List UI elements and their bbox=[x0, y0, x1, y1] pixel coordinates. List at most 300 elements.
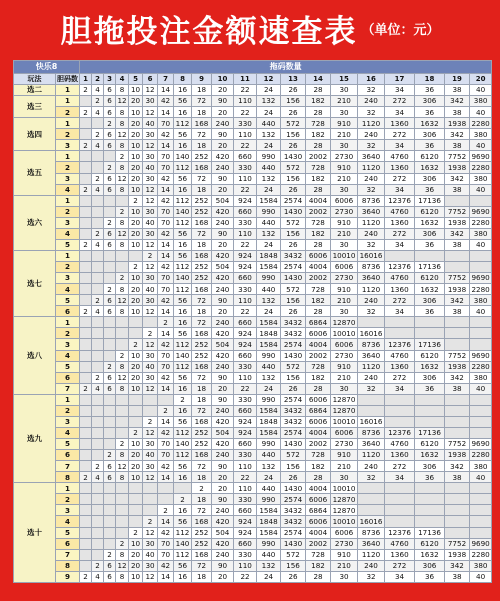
amount-cell: 240 bbox=[358, 461, 385, 472]
amount-cell: 10 bbox=[129, 239, 143, 250]
amount-cell bbox=[470, 394, 492, 405]
amount-cell: 38 bbox=[445, 383, 470, 394]
amount-cell bbox=[80, 328, 92, 339]
amount-cell: 34 bbox=[385, 472, 415, 483]
amount-cell: 56 bbox=[174, 516, 192, 527]
amount-cell: 8 bbox=[116, 361, 129, 372]
table-row bbox=[14, 250, 492, 261]
amount-cell: 30 bbox=[331, 571, 358, 582]
amount-cell: 12870 bbox=[331, 494, 358, 505]
amount-cell bbox=[116, 483, 129, 494]
amount-cell: 72 bbox=[192, 560, 212, 571]
amount-cell: 36 bbox=[415, 140, 445, 151]
amount-cell: 14 bbox=[158, 239, 174, 250]
amount-cell: 2 bbox=[80, 107, 92, 118]
col-play-header: 玩法 bbox=[14, 74, 56, 85]
table-row bbox=[14, 284, 492, 295]
amount-cell: 90 bbox=[212, 372, 234, 383]
amount-cell: 2 bbox=[116, 538, 129, 549]
dan-count-cell: 4 bbox=[56, 228, 80, 239]
amount-cell: 18 bbox=[192, 472, 212, 483]
amount-cell: 56 bbox=[174, 250, 192, 261]
tuo-count-header: 8 bbox=[174, 74, 192, 85]
amount-cell: 90 bbox=[212, 96, 234, 107]
amount-cell: 20 bbox=[212, 483, 234, 494]
amount-cell: 6 bbox=[104, 306, 116, 317]
amount-cell: 2 bbox=[116, 206, 129, 217]
amount-cell: 16 bbox=[174, 571, 192, 582]
amount-cell bbox=[92, 328, 104, 339]
amount-cell: 30 bbox=[143, 560, 158, 571]
amount-cell bbox=[143, 483, 158, 494]
amount-cell: 12 bbox=[117, 173, 127, 183]
amount-cell: 12 bbox=[143, 339, 158, 350]
amount-cell: 330 bbox=[234, 394, 257, 405]
bet-amount-table bbox=[13, 60, 492, 583]
amount-cell: 34 bbox=[385, 571, 415, 582]
tuo-count-header: 17 bbox=[385, 74, 415, 85]
amount-cell: 24 bbox=[257, 107, 281, 118]
amount-cell: 240 bbox=[212, 505, 234, 516]
amount-cell: 40 bbox=[143, 549, 158, 560]
amount-cell: 8 bbox=[116, 184, 129, 195]
amount-cell: 16 bbox=[174, 505, 192, 516]
amount-cell: 156 bbox=[281, 295, 306, 306]
amount-cell bbox=[104, 405, 116, 416]
amount-cell: 1430 bbox=[281, 483, 306, 494]
amount-cell: 42 bbox=[158, 129, 174, 140]
table-row bbox=[14, 162, 492, 173]
amount-cell: 12376 bbox=[385, 262, 415, 273]
amount-cell: 1120 bbox=[358, 162, 385, 173]
amount-cell bbox=[385, 416, 415, 427]
amount-cell bbox=[470, 328, 492, 339]
dan-count-cell: 1 bbox=[56, 483, 80, 494]
amount-cell: 30 bbox=[143, 273, 158, 284]
amount-cell: 380 bbox=[470, 96, 492, 107]
amount-cell: 2 bbox=[92, 96, 104, 107]
dan-count-cell: 4 bbox=[56, 184, 80, 195]
amount-cell: 1938 bbox=[445, 450, 470, 461]
amount-cell: 22 bbox=[234, 239, 257, 250]
amount-cell: 2574 bbox=[281, 262, 306, 273]
amount-cell: 40 bbox=[143, 284, 158, 295]
amount-cell: 9690 bbox=[471, 273, 490, 283]
amount-cell bbox=[80, 129, 92, 140]
header-row-counts bbox=[14, 74, 492, 85]
amount-cell: 14 bbox=[158, 306, 174, 317]
amount-cell bbox=[445, 527, 470, 538]
amount-cell: 16 bbox=[174, 383, 192, 394]
amount-cell: 2 bbox=[104, 549, 116, 560]
amount-cell: 10 bbox=[129, 85, 143, 96]
amount-cell: 252 bbox=[192, 151, 212, 162]
table-row bbox=[14, 383, 492, 394]
amount-cell: 440 bbox=[257, 361, 281, 372]
tuo-count-header: 10 bbox=[212, 74, 234, 85]
amount-cell bbox=[116, 328, 129, 339]
amount-cell: 440 bbox=[257, 118, 281, 129]
amount-cell bbox=[116, 505, 129, 516]
amount-cell: 132 bbox=[257, 295, 281, 306]
amount-cell bbox=[104, 250, 116, 261]
amount-cell: 2 bbox=[192, 483, 212, 494]
amount-cell: 8 bbox=[116, 472, 129, 483]
amount-cell: 2 bbox=[104, 450, 116, 461]
amount-cell: 440 bbox=[257, 450, 281, 461]
amount-cell: 12 bbox=[143, 383, 158, 394]
table-row bbox=[14, 317, 492, 328]
amount-cell: 30 bbox=[143, 439, 158, 450]
amount-cell: 26 bbox=[281, 107, 306, 118]
amount-cell bbox=[415, 483, 445, 494]
amount-cell bbox=[445, 328, 470, 339]
amount-cell bbox=[143, 494, 158, 505]
amount-cell: 20 bbox=[212, 383, 234, 394]
amount-cell: 330 bbox=[234, 361, 257, 372]
amount-cell: 2 bbox=[158, 317, 174, 328]
dan-count-cell: 8 bbox=[56, 472, 80, 483]
amount-cell: 6120 bbox=[415, 538, 445, 549]
amount-cell: 156 bbox=[281, 461, 306, 472]
dan-count-cell: 7 bbox=[56, 549, 80, 560]
table-row bbox=[14, 538, 492, 549]
amount-cell bbox=[385, 505, 415, 516]
amount-cell: 18 bbox=[192, 394, 212, 405]
amount-cell bbox=[80, 361, 92, 372]
amount-cell: 2574 bbox=[281, 394, 306, 405]
amount-cell: 728 bbox=[306, 162, 331, 173]
amount-cell bbox=[116, 416, 129, 427]
amount-cell bbox=[92, 217, 104, 228]
amount-cell: 2574 bbox=[281, 427, 306, 438]
amount-cell bbox=[470, 527, 492, 538]
amount-cell: 8 bbox=[116, 217, 129, 228]
amount-cell: 132 bbox=[257, 560, 281, 571]
amount-cell bbox=[80, 416, 92, 427]
amount-cell: 990 bbox=[257, 538, 281, 549]
amount-cell: 306 bbox=[415, 372, 445, 383]
amount-cell: 2 bbox=[80, 306, 92, 317]
dan-count-cell: 5 bbox=[56, 239, 80, 250]
amount-cell: 1848 bbox=[257, 250, 281, 261]
tuo-count-header: 1 bbox=[80, 74, 92, 85]
amount-cell: 8 bbox=[116, 239, 129, 250]
amount-cell bbox=[445, 516, 470, 527]
amount-cell bbox=[80, 516, 92, 527]
amount-cell: 12 bbox=[143, 195, 158, 206]
amount-cell bbox=[116, 250, 129, 261]
amount-cell: 4 bbox=[92, 383, 104, 394]
amount-cell: 420 bbox=[212, 206, 234, 217]
amount-cell: 12 bbox=[117, 461, 127, 471]
amount-cell bbox=[129, 328, 143, 339]
amount-cell: 12 bbox=[143, 571, 158, 582]
amount-cell: 14 bbox=[158, 472, 174, 483]
amount-cell bbox=[385, 317, 415, 328]
table-row bbox=[14, 262, 492, 273]
tuo-count-header: 12 bbox=[257, 74, 281, 85]
amount-cell: 70 bbox=[158, 118, 174, 129]
amount-cell: 380 bbox=[470, 173, 492, 184]
amount-cell: 342 bbox=[445, 295, 470, 306]
amount-cell bbox=[445, 405, 470, 416]
amount-cell: 660 bbox=[234, 151, 257, 162]
amount-cell bbox=[80, 350, 92, 361]
amount-cell: 16016 bbox=[358, 250, 385, 261]
amount-cell: 240 bbox=[358, 372, 385, 383]
amount-cell: 420 bbox=[212, 516, 234, 527]
amount-cell: 6006 bbox=[306, 516, 331, 527]
table-row bbox=[14, 516, 492, 527]
amount-cell: 12870 bbox=[331, 317, 358, 328]
amount-cell bbox=[445, 505, 470, 516]
amount-cell: 6 bbox=[104, 295, 116, 306]
amount-cell: 1632 bbox=[415, 118, 445, 129]
amount-cell: 26 bbox=[281, 85, 306, 96]
amount-cell: 4760 bbox=[385, 538, 415, 549]
amount-cell: 42 bbox=[158, 372, 174, 383]
header-row-main bbox=[14, 61, 492, 74]
amount-cell: 728 bbox=[306, 118, 331, 129]
amount-cell bbox=[385, 405, 415, 416]
amount-cell: 2 bbox=[129, 527, 143, 538]
amount-cell: 10 bbox=[129, 107, 143, 118]
amount-cell: 2574 bbox=[281, 527, 306, 538]
amount-cell: 112 bbox=[174, 162, 192, 173]
amount-cell: 660 bbox=[234, 505, 257, 516]
amount-cell: 20 bbox=[212, 140, 234, 151]
amount-cell: 9690 bbox=[471, 439, 490, 449]
amount-cell: 3432 bbox=[281, 317, 306, 328]
amount-cell: 210 bbox=[331, 228, 358, 239]
amount-cell: 306 bbox=[415, 228, 445, 239]
amount-cell: 660 bbox=[234, 273, 257, 284]
amount-cell bbox=[92, 538, 104, 549]
amount-cell: 16016 bbox=[358, 328, 385, 339]
amount-cell bbox=[80, 560, 92, 571]
amount-cell: 110 bbox=[234, 461, 257, 472]
amount-cell: 6120 bbox=[415, 151, 445, 162]
amount-cell: 240 bbox=[212, 361, 234, 372]
amount-cell: 112 bbox=[174, 527, 192, 538]
amount-cell bbox=[80, 284, 92, 295]
amount-cell: 728 bbox=[306, 217, 331, 228]
amount-cell: 1632 bbox=[415, 284, 445, 295]
amount-cell bbox=[470, 262, 492, 273]
play-type-cell: 选八 bbox=[14, 317, 56, 394]
amount-cell bbox=[92, 206, 104, 217]
amount-cell: 330 bbox=[234, 162, 257, 173]
amount-cell bbox=[80, 195, 92, 206]
amount-cell: 40 bbox=[143, 217, 158, 228]
amount-cell bbox=[80, 494, 92, 505]
amount-cell: 990 bbox=[257, 439, 281, 450]
amount-cell bbox=[415, 250, 445, 261]
table-row bbox=[14, 560, 492, 571]
amount-cell: 9690 bbox=[471, 207, 490, 217]
amount-cell: 72 bbox=[192, 505, 212, 516]
dan-count-cell: 1 bbox=[56, 394, 80, 405]
amount-cell: 32 bbox=[358, 140, 385, 151]
amount-cell: 272 bbox=[385, 560, 415, 571]
table-row bbox=[14, 195, 492, 206]
amount-cell: 4 bbox=[92, 107, 104, 118]
amount-cell: 16016 bbox=[358, 516, 385, 527]
amount-cell: 12 bbox=[117, 229, 127, 239]
amount-cell bbox=[116, 527, 129, 538]
amount-cell: 16 bbox=[174, 85, 192, 96]
amount-cell: 504 bbox=[212, 527, 234, 538]
amount-cell: 1584 bbox=[257, 405, 281, 416]
amount-cell: 168 bbox=[192, 118, 212, 129]
amount-cell: 2 bbox=[92, 461, 104, 472]
amount-cell: 8736 bbox=[358, 527, 385, 538]
amount-cell bbox=[80, 427, 92, 438]
amount-cell: 8736 bbox=[358, 427, 385, 438]
table-row bbox=[14, 450, 492, 461]
amount-cell: 2 bbox=[80, 85, 92, 96]
amount-cell: 156 bbox=[281, 372, 306, 383]
amount-cell: 112 bbox=[174, 339, 192, 350]
amount-cell bbox=[158, 494, 174, 505]
amount-cell: 2 bbox=[143, 416, 158, 427]
amount-cell bbox=[92, 405, 104, 416]
amount-cell: 10 bbox=[129, 273, 143, 284]
amount-cell: 6864 bbox=[306, 505, 331, 516]
amount-cell: 56 bbox=[174, 461, 192, 472]
amount-cell: 1120 bbox=[358, 118, 385, 129]
amount-cell: 272 bbox=[385, 228, 415, 239]
amount-cell: 1120 bbox=[358, 549, 385, 560]
amount-cell: 42 bbox=[158, 173, 174, 184]
tuo-count-header: 18 bbox=[415, 74, 445, 85]
amount-cell: 10 bbox=[129, 538, 143, 549]
amount-cell: 24 bbox=[257, 239, 281, 250]
amount-cell: 28 bbox=[306, 306, 331, 317]
amount-cell: 8 bbox=[116, 85, 129, 96]
amount-cell bbox=[92, 151, 104, 162]
amount-cell: 1120 bbox=[358, 217, 385, 228]
dan-count-cell: 1 bbox=[56, 96, 80, 107]
amount-cell bbox=[104, 195, 116, 206]
amount-cell: 210 bbox=[331, 96, 358, 107]
table-row bbox=[14, 206, 492, 217]
amount-cell: 20 bbox=[129, 560, 143, 571]
amount-cell: 56 bbox=[174, 129, 192, 140]
amount-cell: 924 bbox=[234, 416, 257, 427]
amount-cell: 2 bbox=[92, 295, 104, 306]
amount-cell: 3640 bbox=[358, 350, 385, 361]
tuo-count-header: 15 bbox=[331, 74, 358, 85]
amount-cell: 7752 bbox=[445, 206, 470, 217]
amount-cell: 2730 bbox=[331, 273, 358, 284]
amount-cell: 4 bbox=[92, 239, 104, 250]
amount-cell: 56 bbox=[174, 372, 192, 383]
amount-cell: 504 bbox=[212, 195, 234, 206]
amount-cell: 10 bbox=[129, 571, 143, 582]
amount-cell: 30 bbox=[143, 538, 158, 549]
table-row bbox=[14, 571, 492, 582]
play-type-cell: 选四 bbox=[14, 118, 56, 151]
amount-cell: 342 bbox=[445, 372, 470, 383]
amount-cell: 440 bbox=[257, 217, 281, 228]
amount-cell: 168 bbox=[192, 162, 212, 173]
amount-cell: 2730 bbox=[331, 538, 358, 549]
amount-cell: 3432 bbox=[281, 416, 306, 427]
amount-cell: 24 bbox=[257, 306, 281, 317]
amount-cell bbox=[92, 273, 104, 284]
amount-cell: 30 bbox=[143, 372, 158, 383]
amount-cell: 990 bbox=[257, 151, 281, 162]
amount-cell: 420 bbox=[212, 250, 234, 261]
amount-cell: 210 bbox=[331, 295, 358, 306]
amount-cell: 168 bbox=[192, 361, 212, 372]
amount-cell: 4004 bbox=[306, 483, 331, 494]
amount-cell: 110 bbox=[234, 173, 257, 184]
amount-cell: 6 bbox=[104, 184, 116, 195]
amount-cell: 7752 bbox=[445, 273, 470, 284]
amount-cell bbox=[92, 427, 104, 438]
amount-cell: 2280 bbox=[471, 450, 490, 460]
play-type-cell: 选七 bbox=[14, 250, 56, 316]
amount-cell: 1938 bbox=[445, 549, 470, 560]
amount-cell bbox=[80, 394, 92, 405]
amount-cell bbox=[92, 250, 104, 261]
amount-cell: 240 bbox=[358, 96, 385, 107]
amount-cell: 22 bbox=[234, 140, 257, 151]
amount-cell: 2 bbox=[116, 273, 129, 284]
amount-cell: 14 bbox=[158, 250, 174, 261]
amount-cell: 3640 bbox=[358, 273, 385, 284]
amount-cell: 2280 bbox=[471, 361, 490, 371]
amount-cell: 4 bbox=[92, 306, 104, 317]
amount-cell bbox=[470, 317, 492, 328]
amount-cell bbox=[445, 427, 470, 438]
dan-count-cell: 4 bbox=[56, 284, 80, 295]
amount-cell: 572 bbox=[281, 450, 306, 461]
amount-cell: 660 bbox=[234, 405, 257, 416]
amount-cell: 36 bbox=[415, 306, 445, 317]
amount-cell: 20 bbox=[129, 129, 143, 140]
dan-count-cell: 2 bbox=[56, 405, 80, 416]
amount-cell: 272 bbox=[385, 372, 415, 383]
amount-cell: 38 bbox=[445, 107, 470, 118]
amount-cell: 240 bbox=[358, 228, 385, 239]
amount-cell: 34 bbox=[385, 383, 415, 394]
amount-cell: 6 bbox=[104, 472, 116, 483]
amount-cell: 1938 bbox=[445, 284, 470, 295]
amount-cell: 420 bbox=[212, 151, 234, 162]
amount-cell: 42 bbox=[158, 295, 174, 306]
amount-cell: 420 bbox=[212, 538, 234, 549]
amount-cell: 440 bbox=[257, 162, 281, 173]
tuo-count-header: 4 bbox=[116, 74, 129, 85]
title-bar bbox=[0, 6, 500, 52]
amount-cell: 90 bbox=[212, 560, 234, 571]
amount-cell: 12 bbox=[117, 561, 127, 571]
amount-cell: 342 bbox=[445, 96, 470, 107]
amount-cell: 24 bbox=[257, 383, 281, 394]
amount-cell bbox=[104, 505, 116, 516]
amount-cell: 8 bbox=[116, 383, 129, 394]
amount-cell bbox=[104, 339, 116, 350]
amount-cell: 240 bbox=[212, 549, 234, 560]
amount-cell bbox=[104, 439, 116, 450]
amount-cell: 6 bbox=[104, 228, 116, 239]
amount-cell bbox=[143, 394, 158, 405]
amount-cell bbox=[104, 538, 116, 549]
